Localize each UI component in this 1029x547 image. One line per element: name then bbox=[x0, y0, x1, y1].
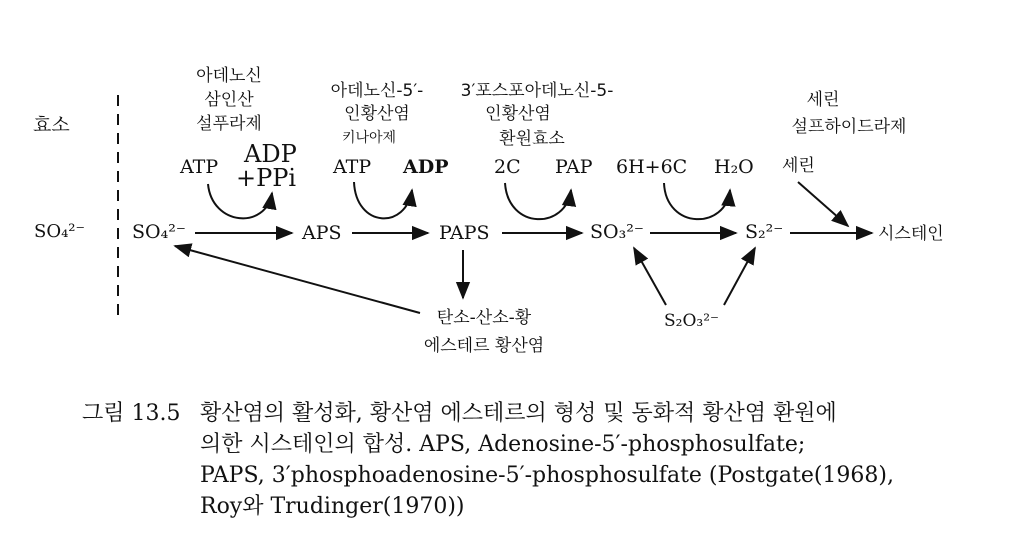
compound-aps: APS bbox=[302, 222, 342, 244]
compound-so3: SO₃²⁻ bbox=[590, 221, 644, 243]
cofactor-adp-2: ADP bbox=[403, 156, 449, 178]
caption-text bbox=[200, 398, 960, 522]
compound-cysteine: 시스테인 bbox=[878, 224, 944, 244]
cofactor-atp-2: ATP bbox=[333, 156, 372, 178]
compound-s2: S₂²⁻ bbox=[745, 221, 784, 243]
arrow-thiosulfate-s2 bbox=[724, 248, 755, 305]
enzyme-aps-kinase-3: 키나아제 bbox=[341, 130, 397, 146]
cofactor-2c: 2C bbox=[494, 156, 521, 178]
caption-line-3: PAPS, 3′phosphoadenosine-5′-phosphosulfate (Postgate(1968), bbox=[200, 463, 894, 488]
enzyme-atp-sulfurylase-1: 아데노신 bbox=[196, 66, 262, 86]
compound-so4: SO₄²⁻ bbox=[132, 221, 186, 243]
compound-paps: PAPS bbox=[439, 222, 490, 244]
caption-line-4: Roy와 Trudinger(1970)) bbox=[200, 494, 465, 519]
arrow-ester-so4 bbox=[175, 246, 420, 313]
arrow-serine bbox=[798, 182, 848, 226]
ester-label-1: 탄소-산소-황 bbox=[436, 308, 532, 328]
caption-line-2: 의한 시스테인의 합성. APS, Adenosine-5′-phosphosulfate; bbox=[200, 432, 806, 457]
cofactor-atp-1: ATP bbox=[180, 156, 219, 178]
enzyme-heading: 효소 bbox=[33, 114, 70, 136]
cofactor-6h6c: 6H+6C bbox=[616, 156, 688, 178]
enzyme-aps-kinase-1: 아데노신-5′- bbox=[330, 81, 424, 101]
arrow-thiosulfate-so3 bbox=[634, 248, 666, 305]
caption-number: 그림 13.5 bbox=[82, 401, 181, 426]
enzyme-atp-sulfurylase-3: 설푸라제 bbox=[196, 114, 262, 134]
compound-thiosulfate: S₂O₃²⁻ bbox=[664, 311, 720, 331]
curve-6h6c-h2o bbox=[664, 183, 730, 219]
enzyme-atp-sulfurylase-2: 삼인산 bbox=[204, 90, 254, 110]
enzyme-paps-reductase-1: 3′포스포아데노신-5- bbox=[460, 81, 614, 101]
cofactor-pap: PAP bbox=[555, 156, 593, 178]
side-sulfate-label: SO₄²⁻ bbox=[34, 221, 86, 242]
curve-atp-adp-2 bbox=[354, 182, 412, 218]
enzyme-serine-sulfhydrase-1: 세린 bbox=[806, 90, 840, 110]
curve-2c-pap bbox=[505, 183, 571, 219]
enzyme-paps-reductase-3: 환원효소 bbox=[499, 129, 565, 149]
cofactor-adp-1: ADP bbox=[244, 140, 297, 168]
ester-label-2: 에스테르 황산염 bbox=[423, 336, 545, 356]
enzyme-aps-kinase-2: 인황산염 bbox=[344, 104, 410, 124]
enzyme-serine-sulfhydrase-2: 설프하이드라제 bbox=[791, 117, 907, 137]
cofactor-ppi-1: +PPi bbox=[236, 164, 297, 192]
caption-line-1: 황산염의 활성화, 황산염 에스테르의 형성 및 동화적 황산염 환원에 bbox=[200, 401, 837, 426]
enzyme-paps-reductase-2: 인황산염 bbox=[485, 104, 551, 124]
cofactor-serine: 세린 bbox=[782, 156, 815, 176]
cofactor-h2o: H₂O bbox=[714, 156, 754, 178]
